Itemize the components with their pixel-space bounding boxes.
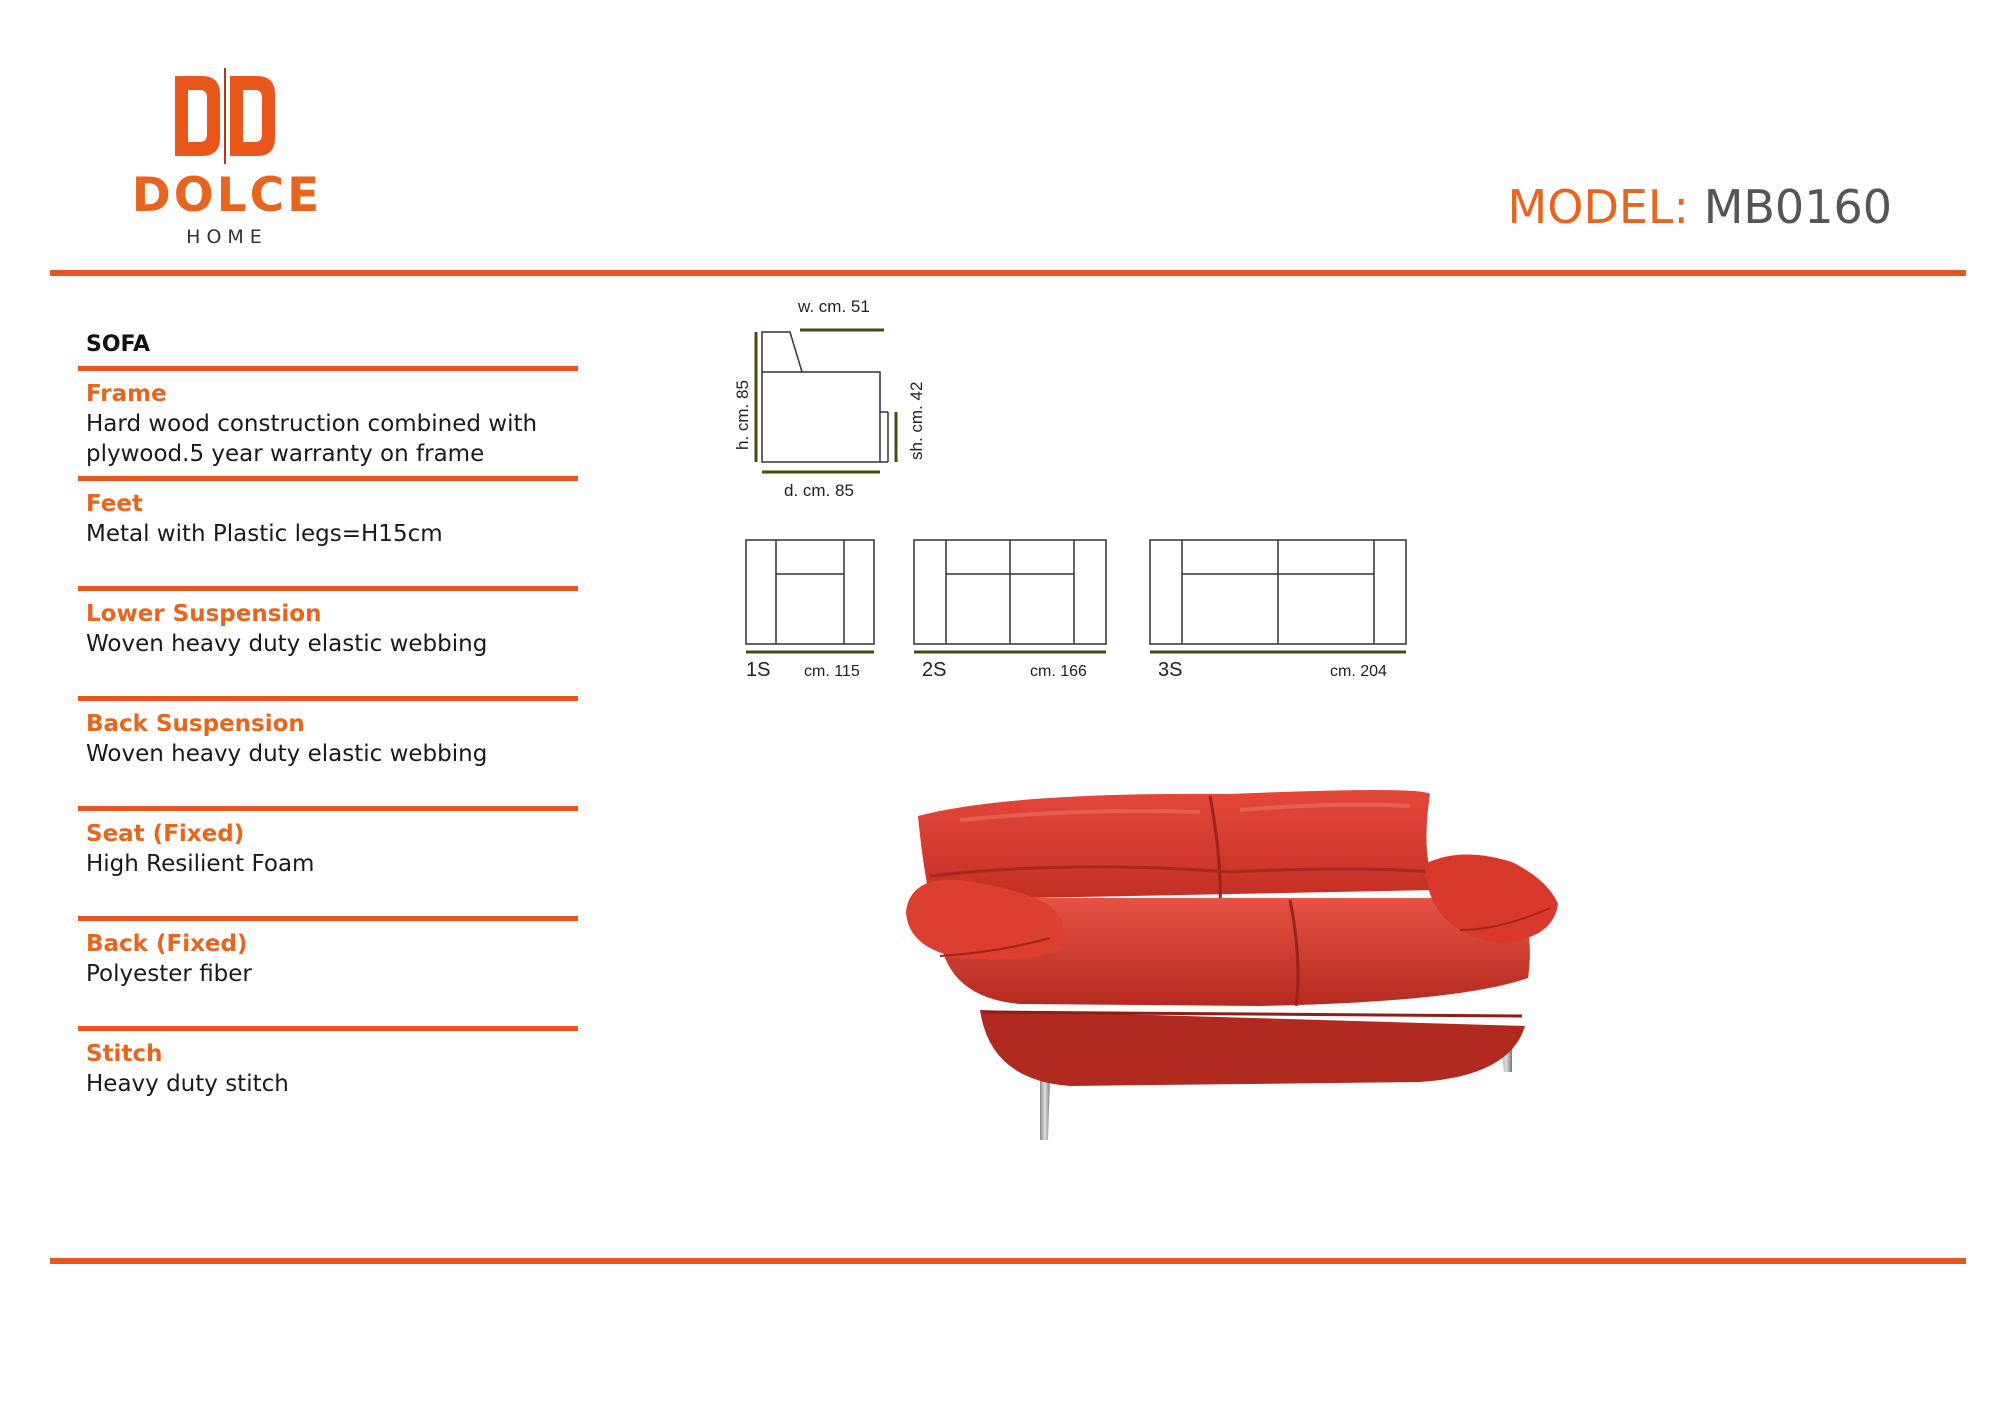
variant-name: 2S [922,659,947,681]
brand-subtitle: HOME [186,226,268,248]
variant-size: cm. 166 [1030,663,1087,680]
variant-3s-diagram [1150,540,1406,681]
variant-name: 3S [1158,659,1183,681]
spec-value: Woven heavy duty elastic webbing [86,741,488,767]
side-profile-diagram [720,294,940,504]
spec-value: Hard wood construction combined with plywood.5 year warranty on frame [86,411,538,467]
seat-height-dimension-label: sh. cm. 42 [907,381,926,460]
spec-label: Lower Suspension [86,601,322,627]
spec-title: SOFA [86,332,151,357]
sofa-side-outline [762,332,888,462]
variant-1s-diagram [746,540,874,681]
spec-divider [78,1026,578,1031]
variant-size: cm. 115 [804,663,860,680]
spec-divider [78,476,578,481]
spec-value: Woven heavy duty elastic webbing [86,631,488,657]
brand-name: DOLCE [131,168,323,223]
variant-name: 1S [746,659,771,681]
spec-item-back-suspension [78,696,578,769]
spec-label: Back Suspension [86,711,305,737]
sofa-product-image [900,780,1580,1140]
spec-item-feet [78,476,578,549]
spec-label: Back (Fixed) [86,931,248,957]
height-dimension-label: h. cm. 85 [733,380,752,450]
spec-value: Polyester fiber [86,961,252,987]
spec-value: Heavy duty stitch [86,1071,289,1097]
depth-dimension-label: d. cm. 85 [784,481,854,500]
spec-label: Frame [86,381,167,407]
spec-divider [78,366,578,371]
brand-logo-mark [170,66,280,166]
spec-value: Metal with Plastic legs=H15cm [86,521,443,547]
spec-label: Seat (Fixed) [86,821,245,847]
spec-item-frame [78,366,578,469]
spec-item-lower-suspension [78,586,578,659]
spec-label: Feet [86,491,143,517]
spec-divider [78,696,578,701]
width-dimension-label: w. cm. 51 [798,297,870,316]
spec-label: Stitch [86,1041,163,1067]
spec-item-stitch [78,1026,578,1099]
spec-divider [78,916,578,921]
footer-divider [50,1258,1966,1264]
variant-2s-diagram [914,540,1106,681]
spec-divider [78,586,578,591]
variant-size: cm. 204 [1330,663,1387,680]
header-divider [50,270,1966,276]
spec-value: High Resilient Foam [86,851,315,877]
model-number: MB0160 [1703,180,1892,234]
front-view-diagrams [736,530,1416,690]
spec-divider [78,806,578,811]
model-heading [1507,180,1892,234]
model-label: MODEL: [1507,180,1690,234]
spec-item-seat [78,806,578,879]
spec-item-back [78,916,578,989]
